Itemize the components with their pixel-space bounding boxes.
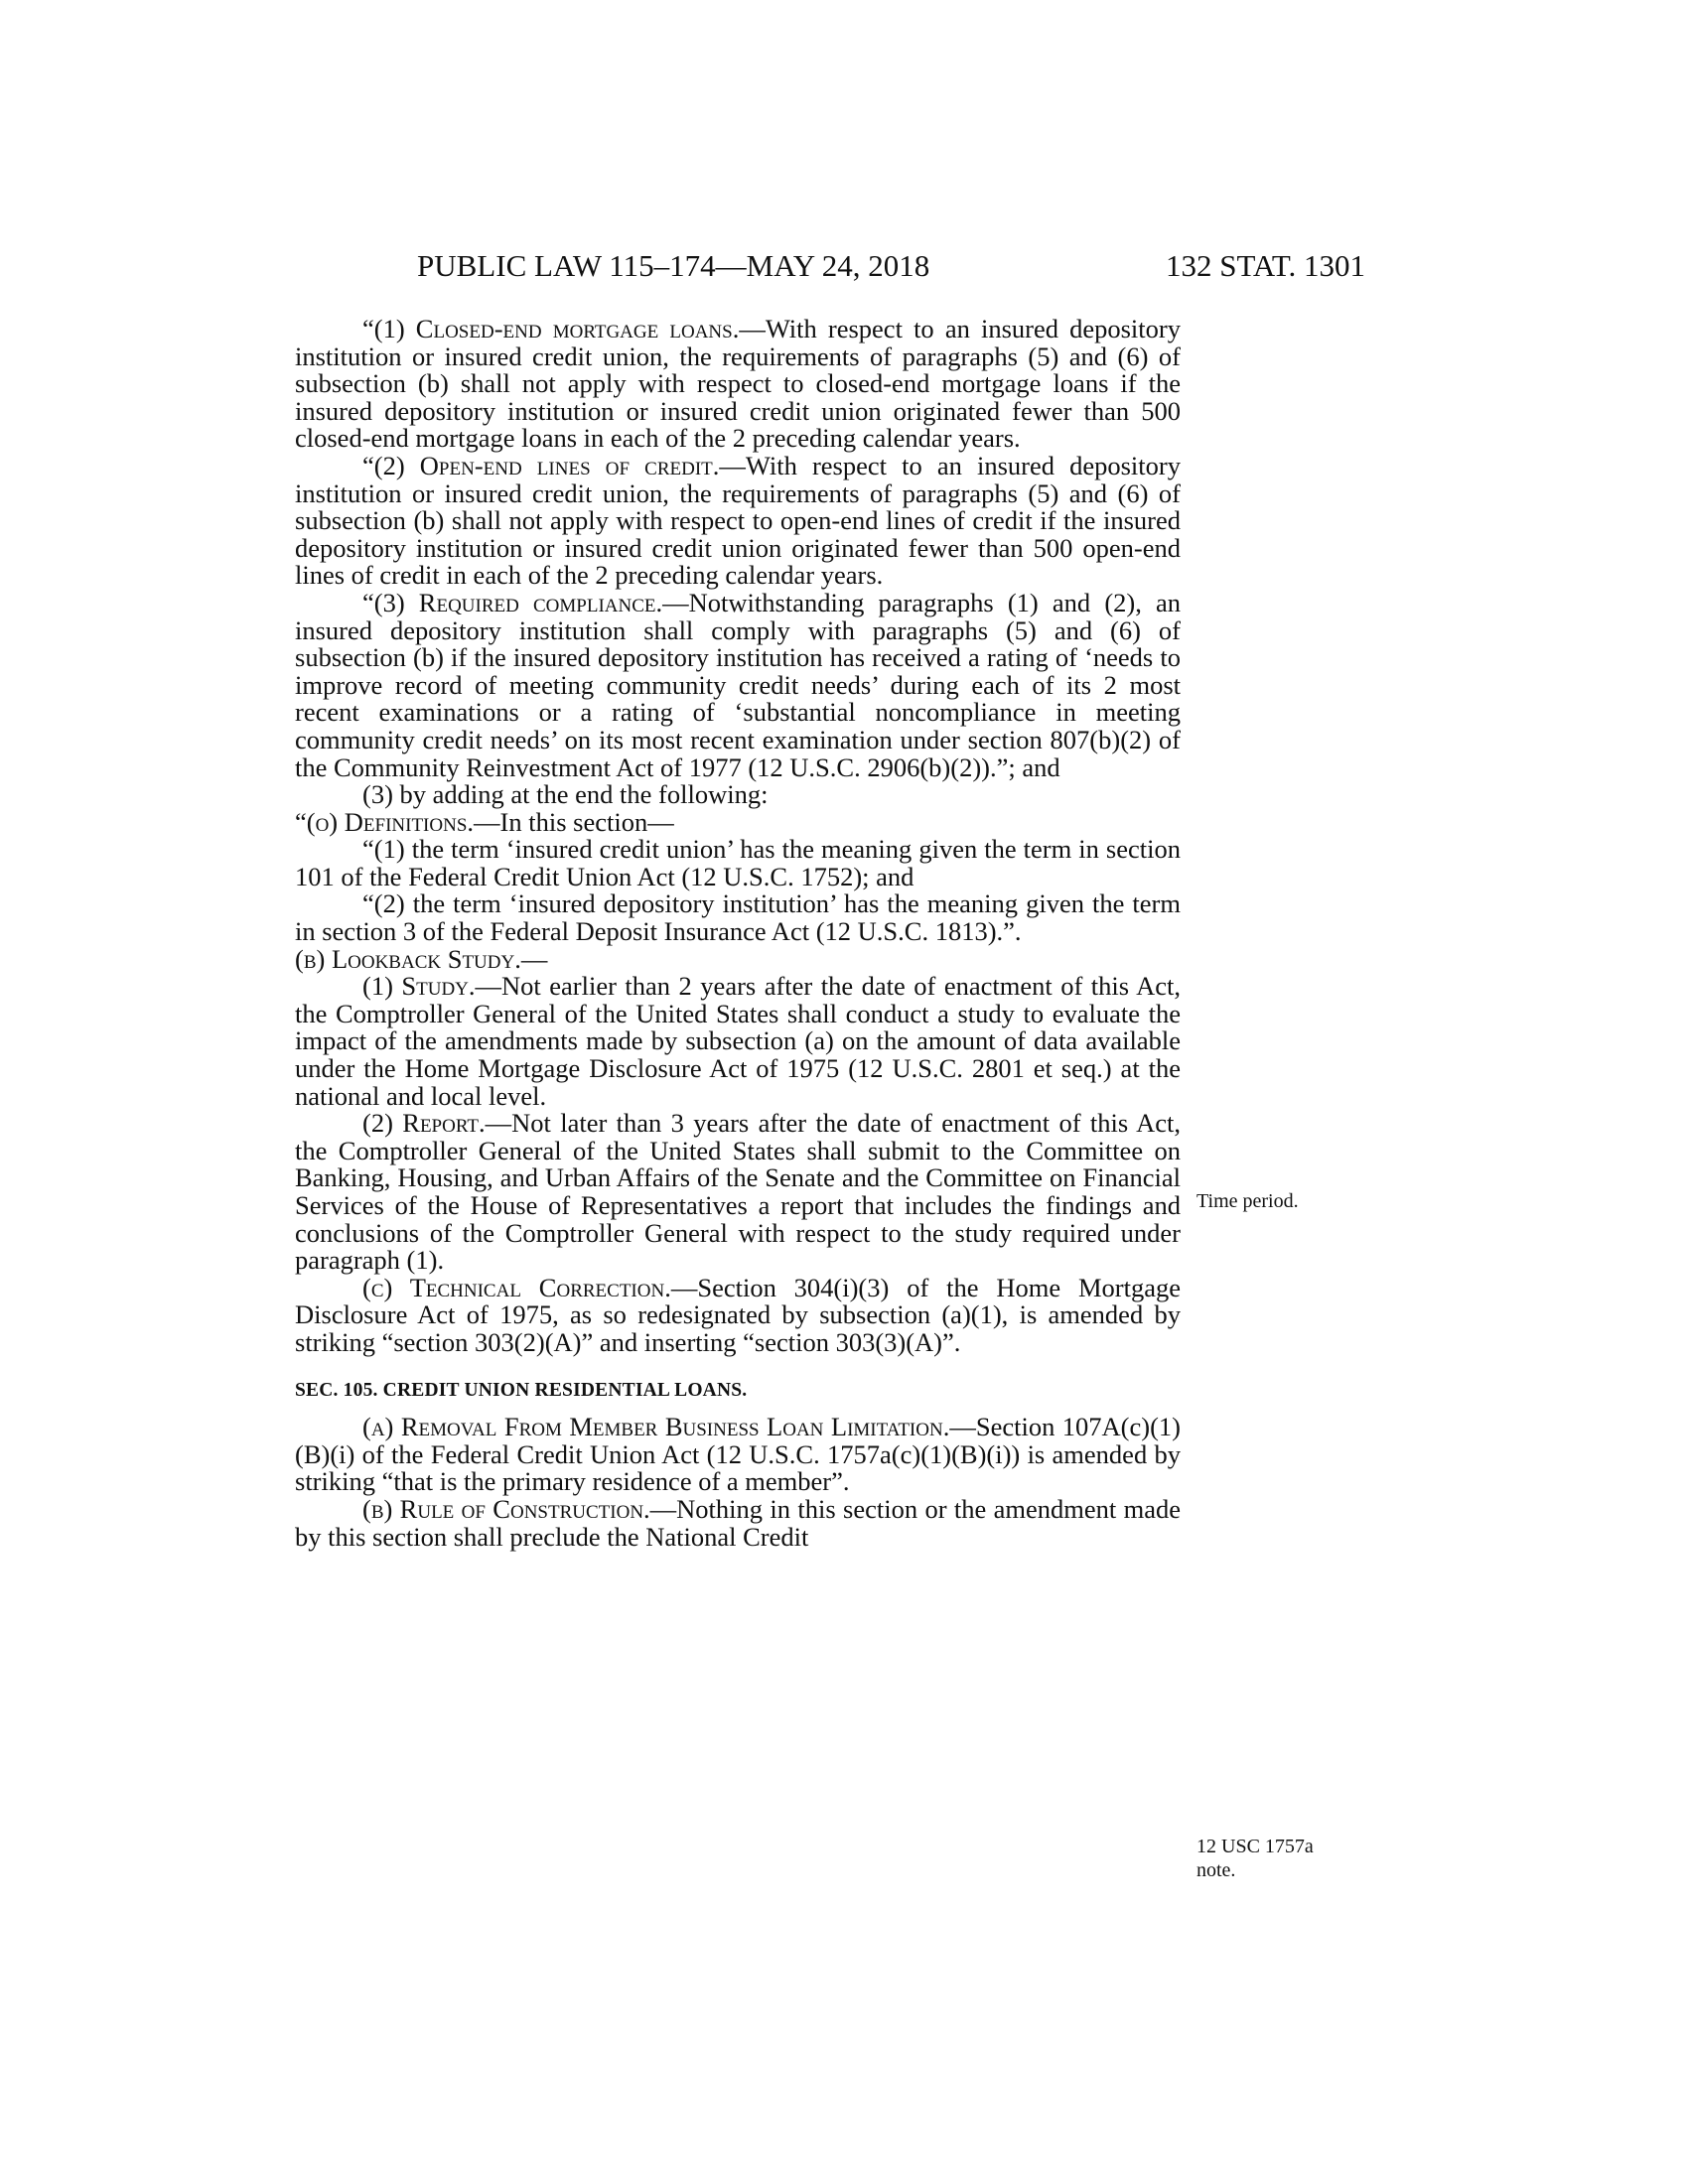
paragraph-report — [295, 1110, 1181, 1275]
paragraph-heading: “(3) Required compliance. — [362, 587, 663, 617]
statute-body — [295, 316, 1181, 1551]
paragraph-heading: (b) Lookback Study. — [295, 943, 521, 974]
paragraph-text: —Not later than 3 years after the date of enactment of this Act, the Comptroller General of the United States shall submit to the Committee on Banking, Housing, and Urban Affairs of the Senate and the Committee on Financial Services of the House of Representatives a report that includes the findings and conclusions of the Comptroller General with respect to the study required under paragraph (1). — [295, 1108, 1181, 1276]
paragraph-heading: “(1) Closed-end mortgage loans. — [362, 314, 740, 343]
paragraph-text: —Nothing in this section or the amendment made by this section shall preclude the National Credit — [295, 1493, 1181, 1552]
page-header — [417, 248, 1365, 288]
paragraph-heading: “(2) Open-end lines of credit. — [362, 450, 720, 480]
paragraph-adding-at-end — [295, 781, 1181, 809]
subsection-technical-correction — [295, 1272, 1181, 1357]
paragraph-heading: (b) Rule of Construction. — [362, 1493, 650, 1524]
definition-insured-credit-union — [295, 836, 1181, 890]
paragraph-heading: (2) Report. — [362, 1108, 486, 1139]
paragraph-heading: “(o) Definitions. — [295, 806, 475, 837]
section-heading: SEC. 105. CREDIT UNION RESIDENTIAL LOANS. — [295, 1379, 748, 1401]
paragraph-open-end-lines — [295, 450, 1181, 591]
paragraph-text: —In this section— — [474, 806, 674, 837]
margin-note-usc-line: 12 USC 1757a — [1196, 1836, 1314, 1857]
paragraph-required-compliance — [295, 587, 1182, 782]
statute-page-number: 132 STAT. 1301 — [1165, 248, 1365, 283]
paragraph-heading: (1) Study. — [362, 971, 476, 1002]
paragraph-text: “(2) the term ‘insured depository institution’ has the meaning given the term in section 3 of the Federal Deposit Insurance Act (12 U.S.C. 1813).”. — [295, 888, 1181, 947]
paragraph-text: “(1) the term ‘insured credit union’ has the meaning given the term in section 101 of the Federal Credit Union Act (12 U.S.C. 1752); and — [295, 834, 1181, 891]
paragraph-text: —With respect to an insured depository institution or insured credit union, the requirements of paragraphs (5) and (6) of subsection (b) shall not apply with respect to closed-end mortgage loans if the insured depository institution or insured credit union originated fewer than 500 closed-end mortgage loans in each of the 2 preceding calendar years. — [295, 314, 1181, 454]
paragraph-text: (3) by adding at the end the following: — [362, 779, 769, 810]
subsection-lookback-study — [295, 943, 1181, 974]
paragraph-heading: (a) Removal From Member Business Loan Limitation. — [362, 1412, 950, 1442]
margin-note-usc-citation — [1196, 1835, 1345, 1882]
paragraph-text: —Notwithstanding paragraphs (1) and (2), an insured depository institution shall comply with paragraphs (5) and (6) of subsection (b) if the insured depository institution has received a rating of ‘needs to improve record of meeting community credit needs’ during each of its 2 most recent examinations or a rating of ‘substantial noncompliance in meeting community credit needs’ on its most recent examination under section 807(b)(2) of the Community Reinvestment Act of 1977 (12 U.S.C. 2906(b)(2)).”; and — [295, 587, 1182, 782]
paragraph-heading: (c) Technical Correction. — [362, 1272, 671, 1302]
subsection-removal-from-limitation — [295, 1414, 1181, 1496]
paragraph-closed-end-loans — [295, 316, 1181, 453]
paragraph-text: — — [520, 943, 548, 974]
paragraph-text: —Section 304(i)(3) of the Home Mortgage Disclosure Act of 1975, as so redesignated by subsection (a)(1), is amended by striking “section 303(2)(A)” and inserting “section 303(3)(A)”. — [295, 1272, 1181, 1357]
paragraph-text: —Not earlier than 2 years after the date of enactment of this Act, the Comptroller General of the United States shall conduct a study to evaluate the impact of the amendments made by subsection (a) on the amount of data available under the Home Mortgage Disclosure Act of 1975 (12 U.S.C. 2801 et seq.) at the national and local level. — [295, 971, 1181, 1111]
paragraph-text: —Section 107A(c)(1)(B)(i) of the Federal Credit Union Act (12 U.S.C. 1757a(c)(1)(B)(i)) is amended by striking “that is the primary residence of a member”. — [295, 1412, 1181, 1497]
margin-note-time-period: Time period. — [1196, 1190, 1299, 1212]
margin-note-usc-line: note. — [1196, 1859, 1236, 1881]
paragraph-study — [295, 973, 1181, 1110]
definition-insured-depository-institution — [295, 890, 1181, 945]
running-title: PUBLIC LAW 115–174—MAY 24, 2018 — [417, 248, 930, 283]
paragraph-text: —With respect to an insured depository institution or insured credit union, the requirements of paragraphs (5) and (6) of subsection (b) shall not apply with respect to open-end lines of credit if the insured depository institution or insured credit union originated fewer than 500 open-end lines of credit in each of the 2 preceding calendar years. — [295, 450, 1181, 591]
subsection-rule-of-construction — [295, 1493, 1181, 1552]
subsection-definitions — [295, 806, 1181, 837]
